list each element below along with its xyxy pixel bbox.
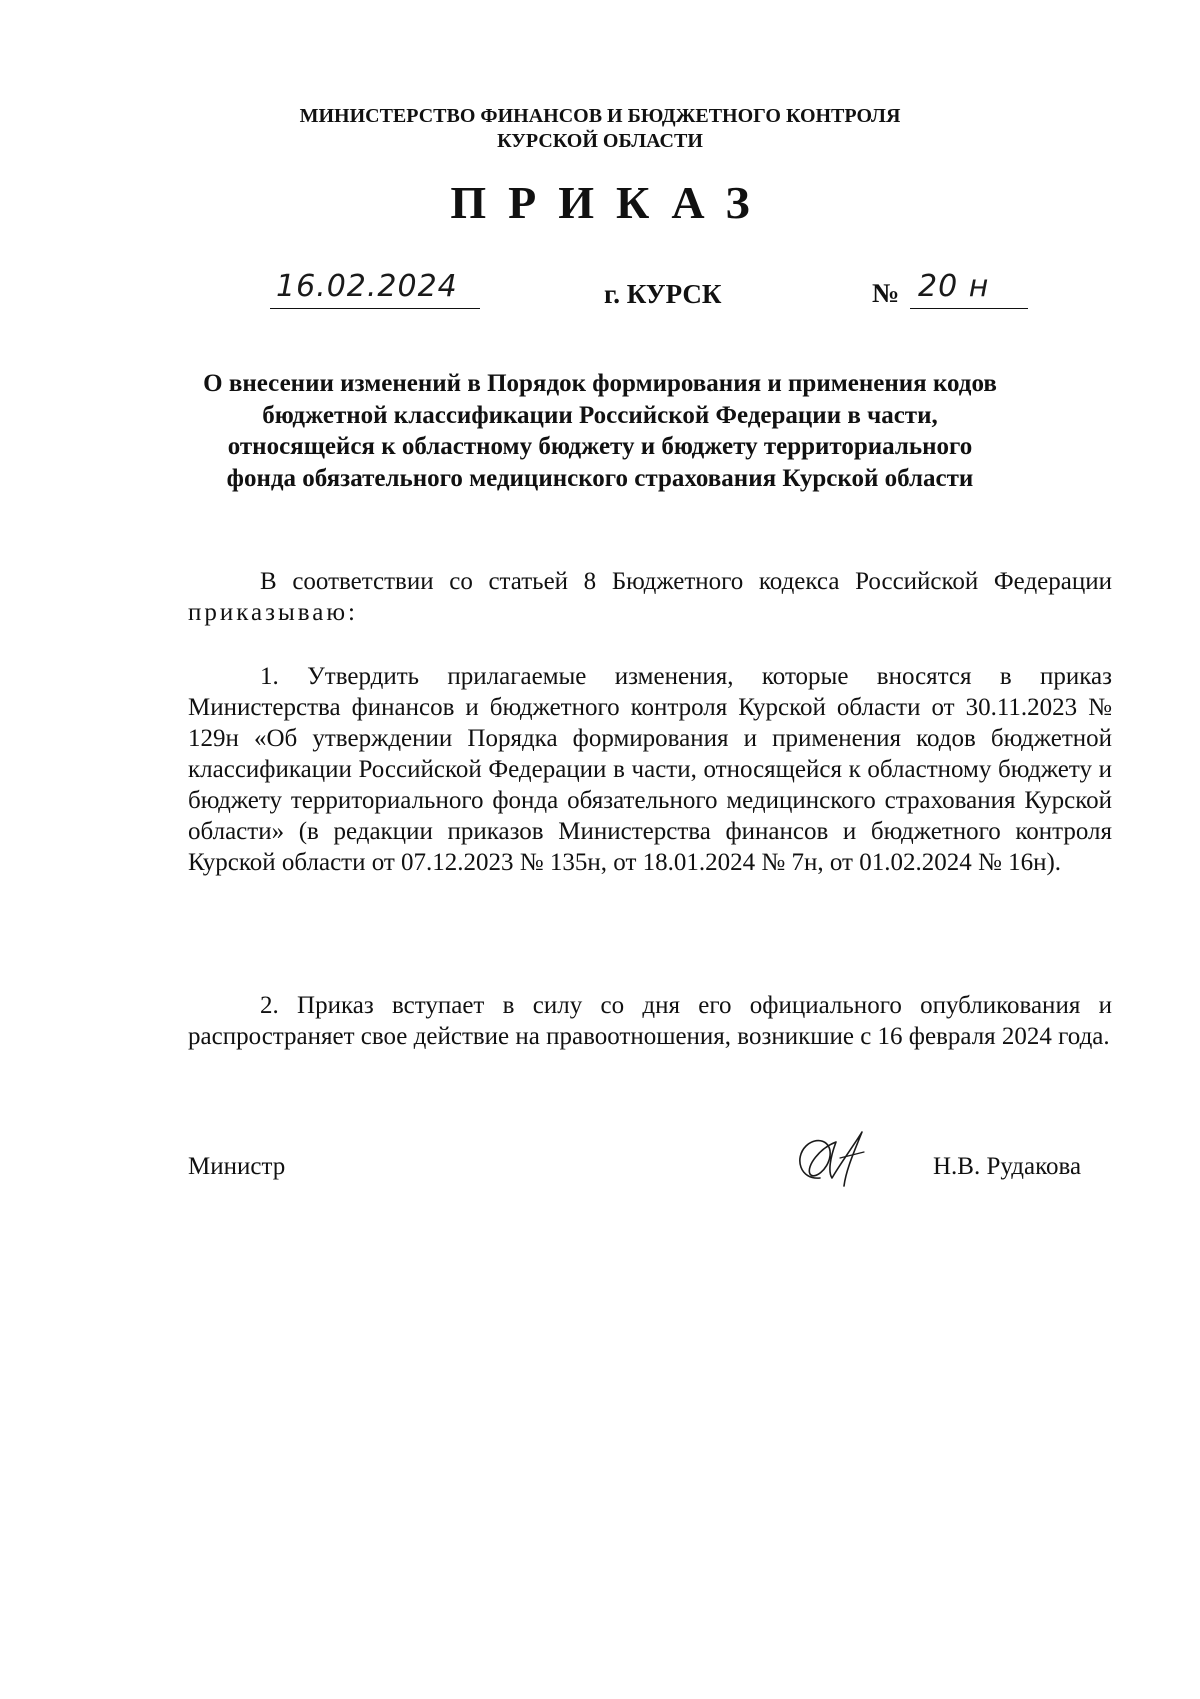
item-2-text: 2. Приказ вступает в силу со дня его официального опубликования и распространяет свое действие на правоотношения, возникшие с 16 февраля 2024 года. bbox=[188, 992, 1112, 1050]
number-label: № bbox=[872, 278, 900, 308]
ministry-header bbox=[0, 104, 1200, 154]
order-subject bbox=[150, 368, 1050, 494]
handwritten-date: 16.02.2024 bbox=[276, 269, 458, 304]
item-1-paragraph bbox=[188, 661, 1112, 878]
subject-line: относящейся к областному бюджету и бюджету территориального bbox=[227, 433, 973, 460]
city-label: г. КУРСК bbox=[604, 279, 722, 309]
preamble-paragraph bbox=[188, 566, 1112, 628]
ministry-name-line1: МИНИСТЕРСТВО ФИНАНСОВ И БЮДЖЕТНОГО КОНТРОЛЯ bbox=[299, 105, 901, 127]
ministry-name-line2: КУРСКОЙ ОБЛАСТИ bbox=[497, 130, 703, 152]
signer-name: Н.В. Рудакова bbox=[933, 1153, 1082, 1180]
preamble-order-word: приказываю: bbox=[188, 599, 358, 626]
date-field bbox=[270, 268, 480, 309]
signer-position: Министр bbox=[188, 1153, 286, 1180]
item-1-text: 1. Утвердить прилагаемые изменения, которые вносятся в приказ Министерства финансов и бюджетного контроля Курской области от 30.11.2023 № 129н «Об утверждении Порядка формирования и применения кодов бюджетной классификации Российской Федерации в части, относящейся к областному бюджету и бюджету территориального фонда обязательного медицинского страхования Курской области» (в редакции приказов Министерства финансов и бюджетного контроля Курской области от 07.12.2023 № 135н, от 18.01.2024 № 7н, от 01.02.2024 № 16н). bbox=[188, 663, 1112, 876]
handwritten-number: 20 н bbox=[918, 269, 990, 304]
subject-line: бюджетной классификации Российской Федерации в части, bbox=[262, 401, 938, 429]
handwritten-signature bbox=[790, 1118, 890, 1198]
document-title: ПРИКАЗ bbox=[450, 177, 772, 228]
number-field bbox=[910, 268, 1028, 309]
item-2-paragraph bbox=[188, 990, 1112, 1052]
preamble-text: В соответствии со статьей 8 Бюджетного кодекса Российской Федерации bbox=[260, 568, 1112, 595]
subject-line: О внесении изменений в Порядок формирования и применения кодов bbox=[203, 370, 997, 397]
subject-line: фонда обязательного медицинского страхования Курской области bbox=[226, 464, 974, 492]
